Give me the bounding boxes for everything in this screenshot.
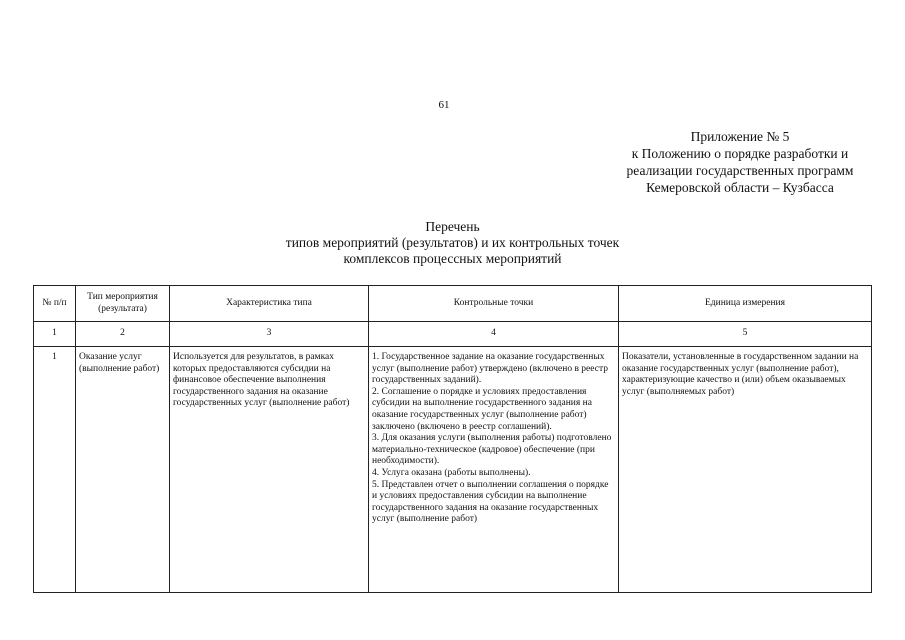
appendix-line-1: Приложение № 5 — [690, 129, 790, 144]
header-characteristic: Характеристика типа — [170, 286, 369, 322]
header-unit: Единица измерения — [619, 286, 872, 322]
appendix-line-4: Кемеровской области – Кузбасса — [646, 180, 834, 195]
row-index: 1 — [34, 347, 76, 593]
column-number: 1 — [34, 322, 76, 347]
document-title — [0, 219, 905, 267]
row-unit: Показатели, установленные в государственном задании на оказание государственных услуг (выполнение работ), характеризующие качество и (или) объем оказываемых услуг (выполняемых работ) — [619, 347, 872, 593]
title-line-3: комплексов процессных мероприятий — [343, 251, 562, 266]
title-line-1: Перечень — [425, 219, 480, 234]
header-index: № п/п — [34, 286, 76, 322]
column-number: 3 — [170, 322, 369, 347]
column-number: 5 — [619, 322, 872, 347]
row-type: Оказание услуг (выполнение работ) — [76, 347, 170, 593]
row-control-points — [369, 347, 619, 593]
control-point-item: 2. Соглашение о порядке и условиях предоставления субсидии на выполнение государственного задания на оказание государственных услуг (выполнение работ) заключено (включено в реестр соглашений). — [372, 386, 592, 432]
row-characteristic: Используется для результатов, в рамках которых предоставляются субсидии на финансовое обеспечение выполнения государственного задания на оказание государственных услуг (выполнение работ) — [170, 347, 369, 593]
header-control-points: Контрольные точки — [369, 286, 619, 322]
page-number: 61 — [438, 99, 450, 111]
header-type: Тип мероприятия (результата) — [76, 286, 170, 322]
table-row — [34, 347, 872, 593]
control-point-item: 1. Государственное задание на оказание государственных услуг (выполнение работ) утверждено (включено в реестр государственных заданий). — [372, 352, 608, 386]
control-point-item: 4. Услуга оказана (работы выполнены). — [372, 467, 531, 478]
control-point-item: 3. Для оказания услуги (выполнения работы) подготовлено материально-техническое (кадровое) обеспечение (при необходимости). — [372, 433, 612, 467]
measures-table — [33, 285, 872, 593]
title-line-2: типов мероприятий (результатов) и их контрольных точек — [285, 235, 620, 250]
appendix-line-3: реализации государственных программ — [626, 163, 854, 178]
column-number: 2 — [76, 322, 170, 347]
appendix-block — [590, 128, 890, 196]
column-number: 4 — [369, 322, 619, 347]
control-point-item: 5. Представлен отчет о выполнении соглашения о порядке и условиях предоставления субсидии на выполнение государственного задания на оказание государственных услуг (выполнение работ) — [372, 479, 609, 525]
appendix-line-2: к Положению о порядке разработки и — [631, 146, 849, 161]
table-header-row — [34, 286, 872, 322]
column-number-row — [34, 322, 872, 347]
